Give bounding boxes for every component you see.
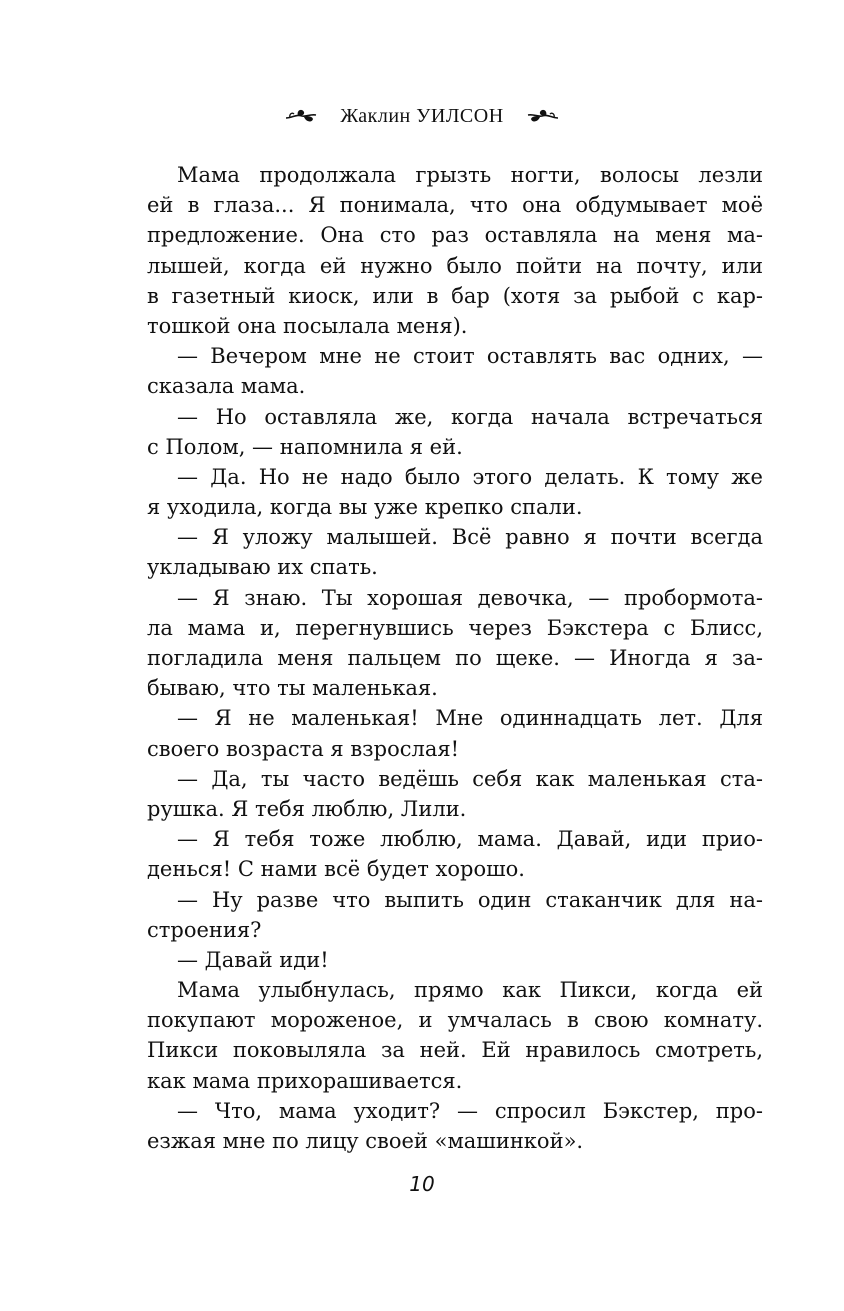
text-line: Пикси поковыляла за ней. Ей нравилось смотреть, — [147, 1038, 763, 1063]
text-line: Мама продолжала грызть ногти, волосы лезли — [177, 163, 763, 187]
author-name: Жаклин УИЛСОН — [340, 104, 504, 127]
text-line: как мама прихорашивается. — [147, 1068, 463, 1093]
page-number: 10 — [409, 1172, 435, 1196]
text-line: ла мама и, перегнувшись через Бэкстера с Блисс, — [147, 615, 763, 640]
text-line: покупают мороженое, и умчалась в свою комнату. — [147, 1008, 763, 1033]
text-line: — Да, ты часто ведёшь себя как маленькая ста- — [177, 766, 763, 791]
text-line: в газетный киоск, или в бар (хотя за рыбой с кар- — [147, 283, 763, 308]
text-line: сказала мама. — [147, 374, 306, 399]
text-line: тошкой она посылала меня). — [147, 313, 468, 338]
running-header — [0, 102, 844, 130]
text-line: укладываю их спать. — [147, 555, 378, 580]
text-line: я уходила, когда вы уже крепко спали. — [147, 495, 583, 520]
text-line: — Я уложу малышей. Всё равно я почти всегда — [177, 525, 763, 550]
text-line: — Я не маленькая! Мне одиннадцать лет. Для — [177, 706, 763, 731]
text-line: лышей, когда ей нужно было пойти на почту, или — [147, 253, 763, 278]
text-line: предложение. Она сто раз оставляла на меня ма- — [147, 223, 763, 248]
text-line: — Я тебя тоже люблю, мама. Давай, иди прио- — [177, 827, 763, 852]
text-line: — Вечером мне не стоит оставлять вас одних, — — [177, 344, 763, 369]
text-line: — Я знаю. Ты хорошая девочка, — пробормота- — [177, 585, 763, 610]
text-line: погладила меня пальцем по щеке. — Иногда я за- — [147, 646, 763, 670]
text-line: денься! С нами всё будет хорошо. — [147, 857, 525, 882]
body-text — [147, 160, 763, 1156]
text-line: — Но оставляла же, когда начала встречаться — [177, 404, 763, 429]
text-line: ей в глаза... Я понимала, что она обдумывает моё — [147, 193, 763, 218]
text-line: — Что, мама уходит? — спросил Бэкстер, про- — [177, 1098, 763, 1123]
text-line: езжая мне по лицу своей «машинкой». — [147, 1129, 584, 1153]
text-line: — Да. Но не надо было этого делать. К тому же — [177, 464, 763, 489]
leaf-ornament-icon — [284, 106, 318, 126]
text-line: своего возраста я взрослая! — [147, 736, 460, 761]
text-line: с Полом, — напомнила я ей. — [147, 434, 463, 459]
text-line: Мама улыбнулась, прямо как Пикси, когда ей — [177, 978, 763, 1003]
text-line: бываю, что ты маленькая. — [147, 676, 438, 701]
text-line: — Ну разве что выпить один стаканчик для на- — [177, 887, 763, 912]
text-line: — Давай иди! — [177, 947, 329, 972]
text-line: строения? — [147, 917, 262, 942]
leaf-ornament-icon — [526, 106, 560, 126]
text-line: рушка. Я тебя люблю, Лили. — [147, 796, 467, 821]
